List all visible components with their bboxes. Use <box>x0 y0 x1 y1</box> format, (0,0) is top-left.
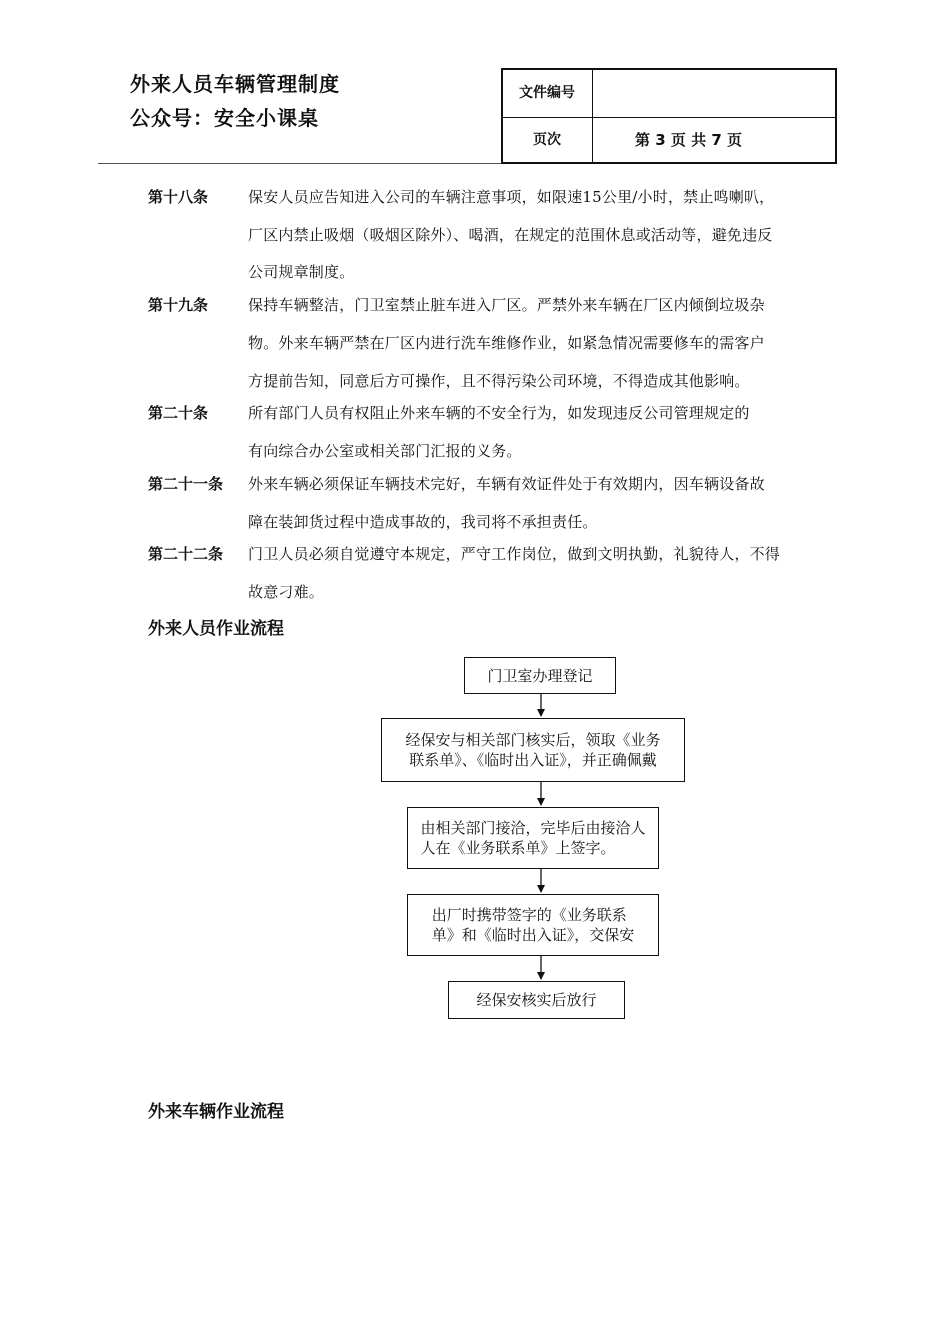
flow-step-5 <box>448 981 625 1019</box>
flow-step-2-line-2: 联系单》、《临时出入证》，并正确佩戴 <box>409 751 657 769</box>
article-21-label: 第二十一条 <box>148 475 224 493</box>
article-18-label: 第十八条 <box>148 188 209 206</box>
article-18-line-3: 公司规章制度。 <box>248 263 355 281</box>
article-21-line-2: 障在装卸货过程中造成事故的，我司将不承担责任。 <box>248 513 598 531</box>
article-19-label: 第十九条 <box>148 296 209 314</box>
article-19-line-2: 物。外来车辆严禁在厂区内进行洗车维修作业，如紧急情况需要修车的需客户 <box>248 334 765 352</box>
flow-step-3 <box>407 807 659 869</box>
flow-step-4 <box>407 894 659 956</box>
article-20-line-1: 所有部门人员有权阻止外来车辆的不安全行为，如发现违反公司管理规定的 <box>248 404 750 422</box>
page-value: 第 3 页 共 7 页 <box>635 131 742 149</box>
flow-step-4-line-2: 单》和《临时出入证》，交保安 <box>431 926 635 944</box>
flow-step-3-line-2: 人在《业务联系单》上签字。 <box>420 839 616 857</box>
article-22-line-1: 门卫人员必须自觉遵守本规定，严守工作岗位，做到文明执勤，礼貌待人，不得 <box>248 545 781 563</box>
document-title: 外来人员车辆管理制度 <box>130 72 340 96</box>
flow-step-2-line-1: 经保安与相关部门核实后，领取《业务 <box>405 731 661 749</box>
page-label: 页次 <box>533 132 561 148</box>
flow-step-5-line-1: 经保安核实后放行 <box>476 991 597 1009</box>
flow-step-2 <box>381 718 685 782</box>
article-20-line-2: 有向综合办公室或相关部门汇报的义务。 <box>248 442 522 460</box>
flow-step-3-line-1: 由相关部门接洽，完毕后由接洽人 <box>420 819 646 837</box>
doc-no-label: 文件编号 <box>519 85 575 101</box>
article-18-line-1: 保安人员应告知进入公司的车辆注意事项，如限速15公里/小时，禁止鸣喇叭， <box>248 188 775 206</box>
article-21-line-1: 外来车辆必须保证车辆技术完好，车辆有效证件处于有效期内，因车辆设备故 <box>248 475 765 493</box>
flow-step-4-line-1: 出厂时携带签字的《业务联系 <box>431 906 627 924</box>
article-18-line-2: 厂区内禁止吸烟（吸烟区除外）、喝酒，在规定的范围休息或活动等，避免违反 <box>248 226 773 244</box>
article-22-line-2: 故意刁难。 <box>248 583 325 601</box>
article-19-line-1: 保持车辆整洁，门卫室禁止脏车进入厂区。严禁外来车辆在厂区内倾倒垃圾杂 <box>248 296 765 314</box>
flow-step-1 <box>464 657 616 694</box>
section-title-personnel-flow: 外来人员作业流程 <box>148 619 284 639</box>
document-subtitle: 公众号：安全小课桌 <box>130 106 319 130</box>
section-title-vehicle-flow: 外来车辆作业流程 <box>148 1102 284 1122</box>
article-22-label: 第二十二条 <box>148 545 224 563</box>
flow-step-1-line-1: 门卫室办理登记 <box>487 666 593 685</box>
article-20-label: 第二十条 <box>148 404 209 422</box>
article-19-line-3: 方提前告知，同意后方可操作，且不得污染公司环境，不得造成其他影响。 <box>248 372 750 390</box>
